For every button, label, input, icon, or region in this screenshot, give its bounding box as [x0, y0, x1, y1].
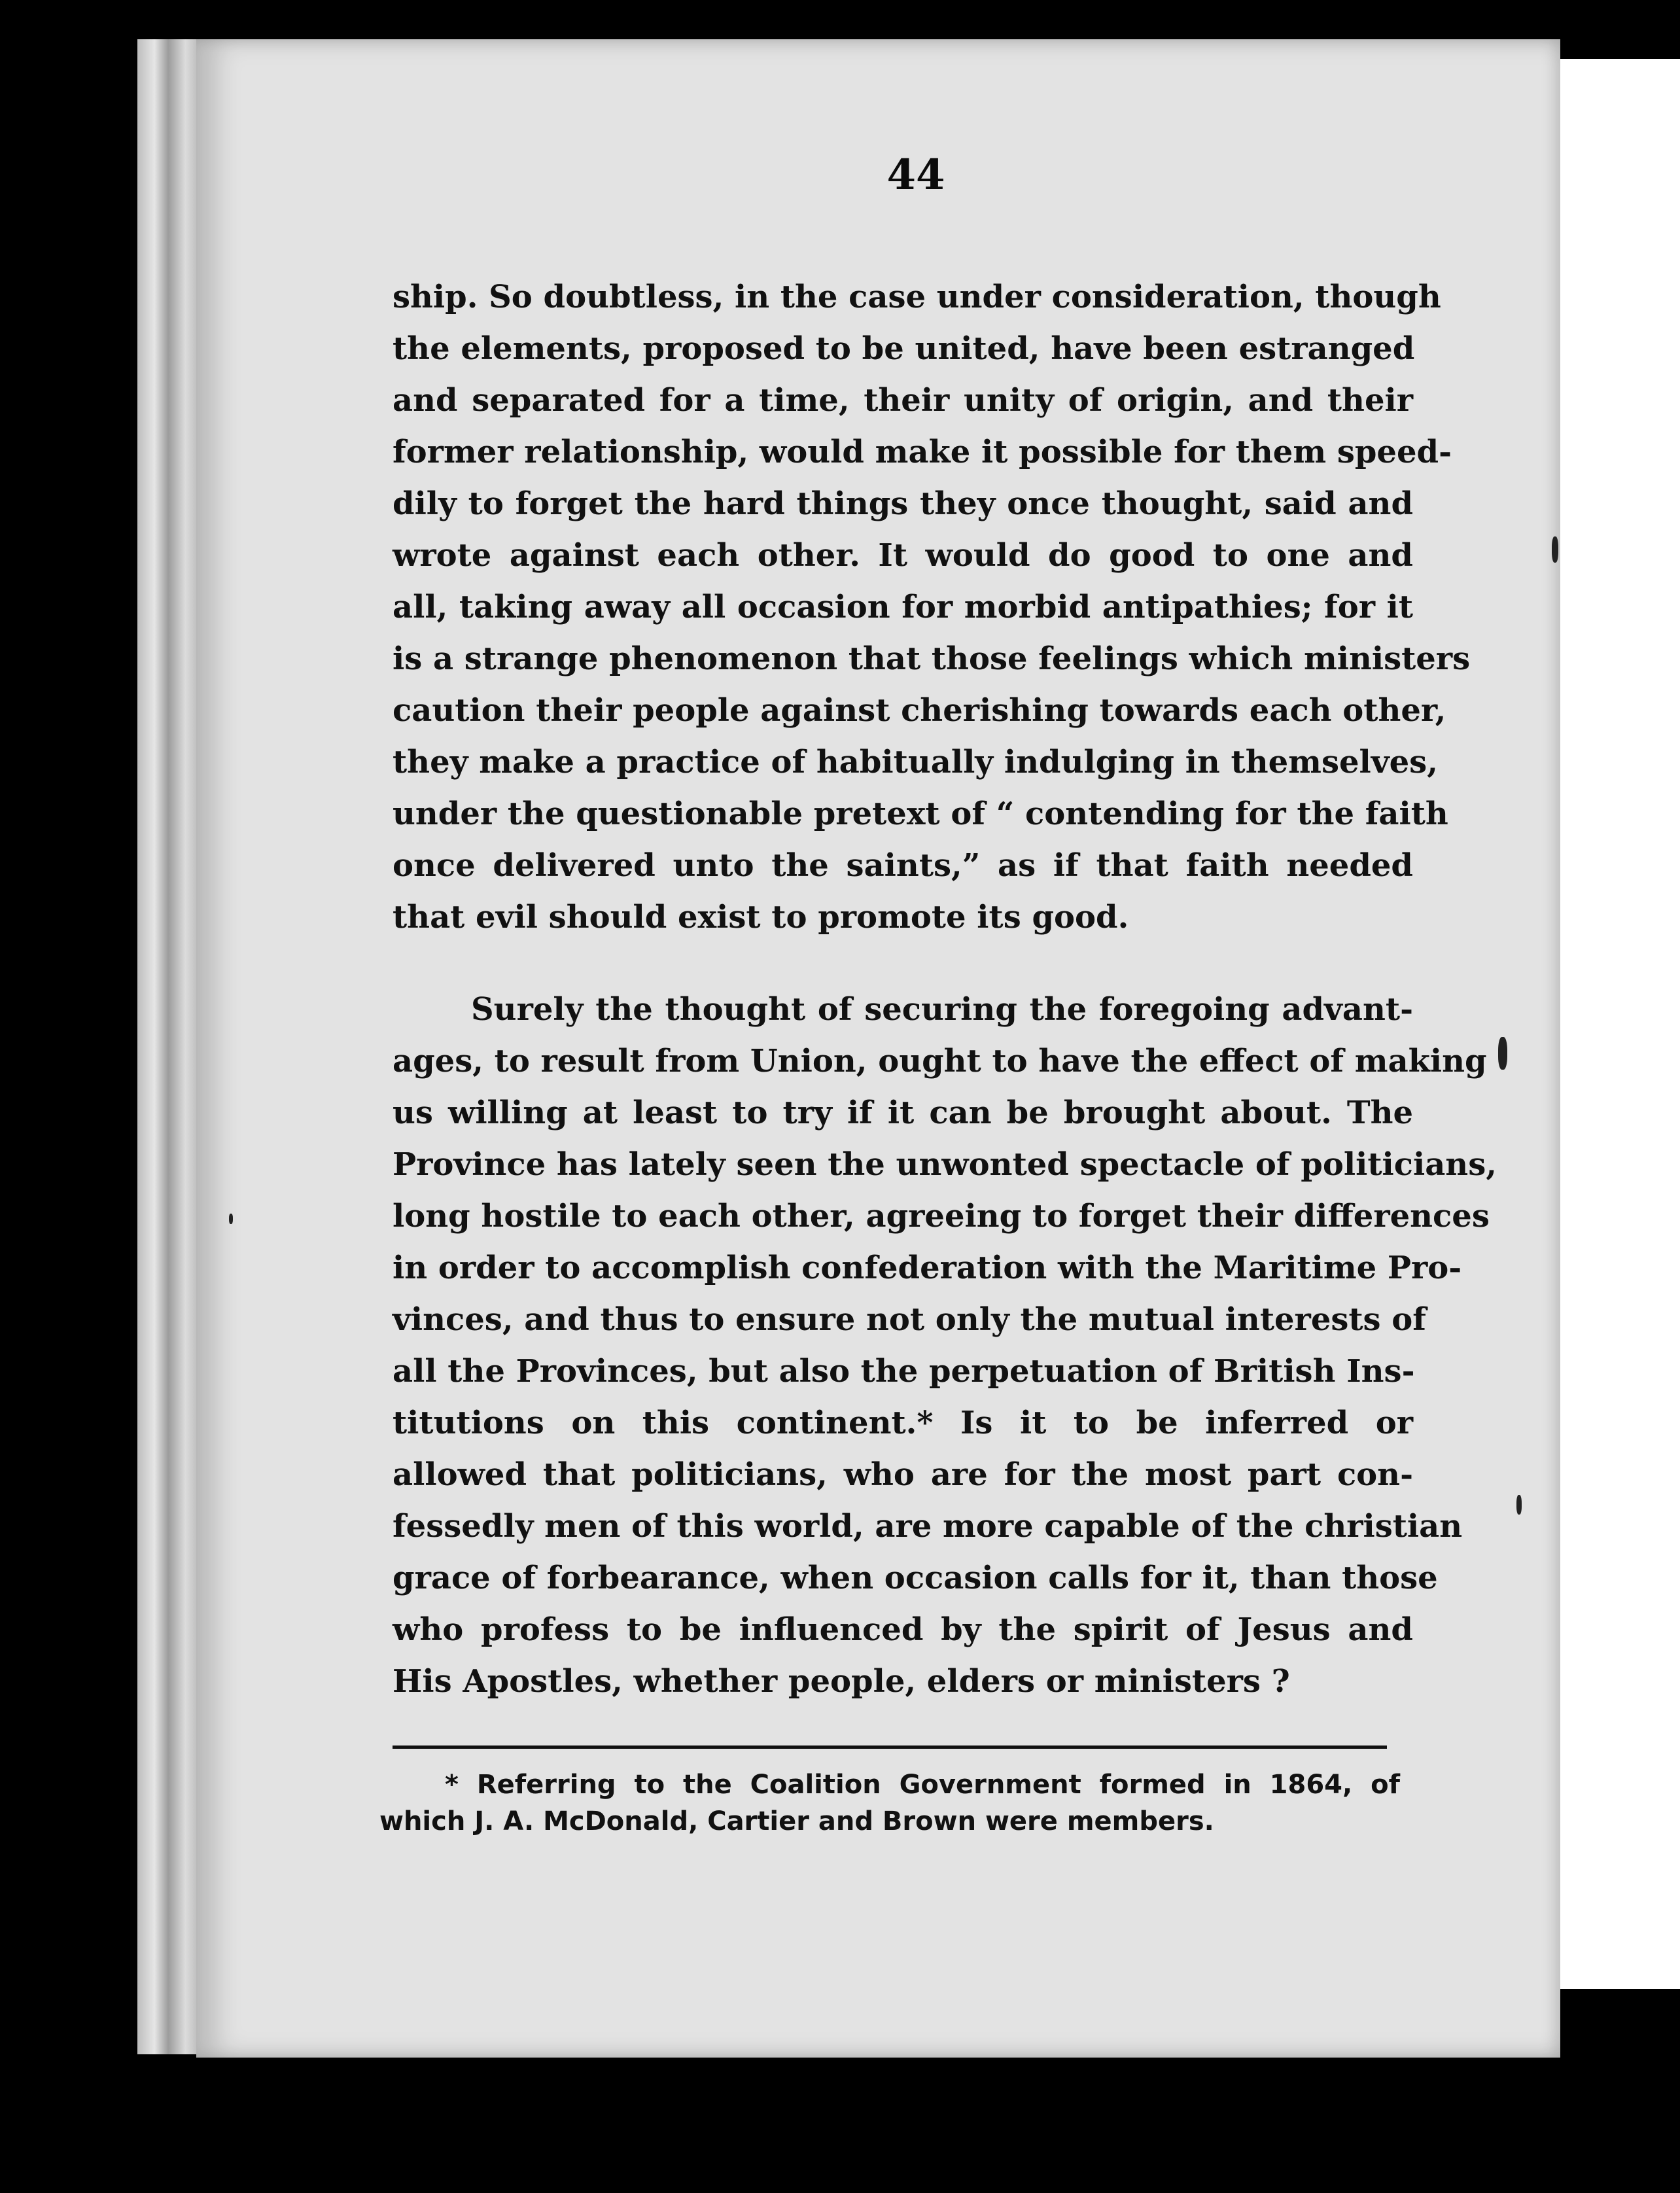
- text-line: that evil should exist to promote its good.: [393, 899, 1129, 936]
- text-line: vinces, and thus to ensure not only the mutual interests of: [393, 1301, 1426, 1338]
- footnote-rule: [393, 1746, 1387, 1749]
- text-line: former relationship, would make it possible for them speed-: [393, 434, 1452, 470]
- text-line: ages, to result from Union, ought to have the effect of making: [393, 1043, 1487, 1079]
- text-line: all, taking away all occasion for morbid antipathies; for it: [393, 589, 1413, 625]
- paragraph-1: [393, 272, 1471, 943]
- text-line: Surely the thought of securing the foregoing advant-: [471, 991, 1413, 1028]
- text-line: who profess to be influenced by the spirit of Jesus and: [393, 1611, 1413, 1648]
- text-line: they make a practice of habitually indulging in themselves,: [393, 744, 1438, 781]
- text-line: once delivered unto the saints,” as if that faith needed: [393, 847, 1413, 884]
- page-number: 44: [886, 150, 945, 200]
- text-line: His Apostles, whether people, elders or ministers ?: [393, 1663, 1290, 1700]
- footnote-line: which J. A. McDonald, Cartier and Brown were members.: [379, 1806, 1214, 1836]
- facing-page-edge: [1557, 59, 1680, 1989]
- text-line: allowed that politicians, who are for the most part con-: [393, 1456, 1413, 1493]
- text-line: dily to forget the hard things they once thought, said and: [393, 485, 1413, 522]
- text-line: the elements, proposed to be united, have been estranged: [393, 330, 1415, 367]
- text-line: all the Provinces, but also the perpetuation of British Ins-: [393, 1353, 1415, 1390]
- footnote-line: * Referring to the Coalition Government formed in 1864, of: [445, 1770, 1400, 1800]
- margin-speck: [1552, 536, 1558, 563]
- text-line: under the questionable pretext of “ contending for the faith: [393, 796, 1448, 832]
- paragraph-gap: [393, 943, 1413, 984]
- margin-speck: [1498, 1037, 1507, 1070]
- text-line: grace of forbearance, when occasion calls for it, than those: [393, 1560, 1438, 1596]
- text-line: wrote against each other. It would do good to one and: [393, 537, 1413, 574]
- text-line: fessedly men of this world, are more capable of the christian: [393, 1508, 1463, 1545]
- margin-speck: [1516, 1495, 1522, 1515]
- text-line: Province has lately seen the unwonted spectacle of politicians,: [393, 1146, 1497, 1183]
- text-line: long hostile to each other, agreeing to forget their differences: [393, 1198, 1490, 1235]
- text-line: us willing at least to try if it can be brought about. The: [393, 1095, 1413, 1131]
- paragraph-2: [393, 984, 1497, 1708]
- margin-speck: [229, 1214, 233, 1224]
- text-line: caution their people against cherishing towards each other,: [393, 692, 1446, 729]
- page-body: [393, 272, 1497, 1708]
- footnote: [379, 1766, 1400, 1840]
- text-line: in order to accomplish confederation with the Maritime Pro-: [393, 1250, 1462, 1286]
- text-line: is a strange phenomenon that those feelings which ministers: [393, 640, 1471, 677]
- text-line: and separated for a time, their unity of origin, and their: [393, 382, 1413, 419]
- text-line: titutions on this continent.* Is it to be inferred or: [393, 1405, 1413, 1441]
- text-line: ship. So doubtless, in the case under consideration, though: [393, 279, 1441, 315]
